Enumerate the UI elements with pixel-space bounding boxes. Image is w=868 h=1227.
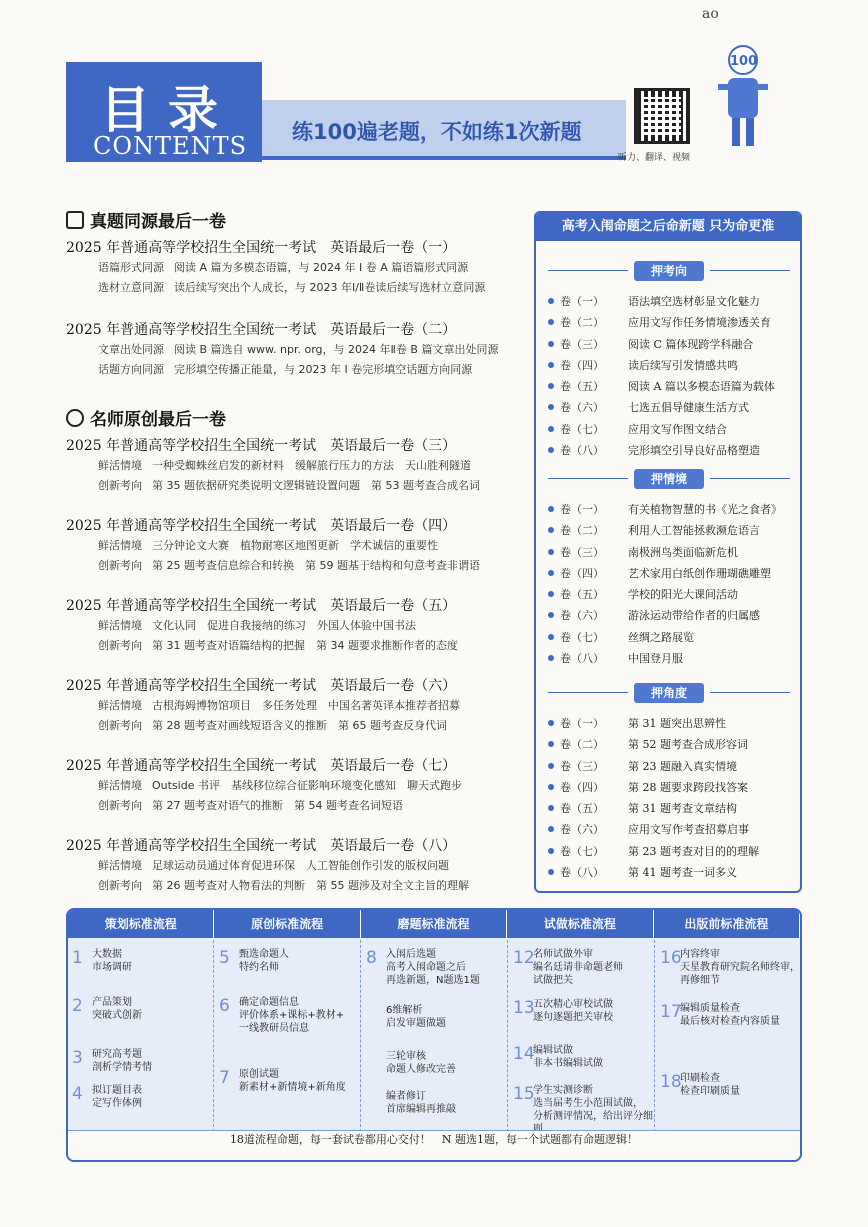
bullet-icon: [548, 570, 554, 576]
exam-title[interactable]: 2025 年普通高等学校招生全国统一考试 英语最后一卷（五）: [66, 598, 457, 614]
paper-number: 卷（七）: [560, 630, 604, 644]
prediction-text: 第 23 题考查对目的的理解: [628, 844, 759, 858]
bullet-icon: [548, 826, 554, 832]
bullet-icon: [548, 720, 554, 726]
exam-line-text: 文化认同 促进自我接纳的练习 外国人体验中国书法: [152, 619, 416, 632]
exam-line-text: 第 28 题考查对画线短语含义的推断 第 65 题考查反身代词: [152, 719, 447, 732]
prediction-item[interactable]: [548, 648, 790, 669]
exam-line-text: 三分钟论文大赛 植物耐寒区地图更新 学术诚信的重要性: [152, 539, 438, 552]
paper-number: 卷（六）: [560, 401, 604, 415]
paper-number: 卷（八）: [560, 866, 604, 880]
exam-line-text: 第 26 题考查对人物看法的判断 第 55 题涉及对全文主旨的理解: [152, 879, 469, 892]
flow-step: 8 入闱后选题 高考入闱命题之后 再选新题，N题选1题: [366, 948, 480, 986]
group-label: 押情境: [634, 469, 704, 489]
bullet-icon: [548, 784, 554, 790]
exam-title[interactable]: 2025 年普通高等学校招生全国统一考试 英语最后一卷（六）: [66, 678, 457, 694]
flow-column-header: 磨题标准流程: [361, 910, 507, 938]
exam-line-text: 一种受蜘蛛丝启发的新材料 缓解旅行压力的方法 天山胜利隧道: [152, 459, 471, 472]
prediction-item[interactable]: [548, 355, 790, 376]
prediction-text: 语法填空选材彰显文化魅力: [628, 295, 760, 308]
prediction-text: 有关植物智慧的书《光之食者》: [628, 503, 782, 516]
qr-code-icon[interactable]: [634, 88, 690, 144]
prediction-item[interactable]: [548, 440, 790, 461]
prediction-item[interactable]: [548, 291, 790, 312]
flow-column: [68, 940, 214, 1132]
exam-line-label: 创新考向: [98, 879, 142, 892]
exam-line-text: 古根海姆博物馆项目 多任务处理 中国名著英译本推荐者招募: [152, 699, 460, 712]
prediction-text: 七选五倡导健康生活方式: [628, 401, 749, 415]
paper-number: 卷（八）: [560, 444, 604, 458]
bullet-icon: [548, 741, 554, 747]
bullet-icon: [548, 447, 554, 453]
flow-step: 4 拟订题目表 定写作体例: [72, 1084, 142, 1109]
flow-step: 1 大数据 市场调研: [72, 948, 132, 973]
flow-column: [656, 940, 802, 1132]
bullet-icon: [548, 612, 554, 618]
svg-text:100: 100: [730, 54, 758, 69]
prediction-text: 利用人工智能拯救濒危语言: [628, 524, 760, 538]
section-title: 真题同源最后一卷: [90, 212, 226, 232]
flow-step: 2 产品策划 突破式创新: [72, 996, 142, 1021]
slogan-text: 练100遍老题，不如练1次新题: [292, 120, 582, 144]
paper-number: 卷（五）: [560, 588, 604, 602]
exam-line-label: 鲜活情境: [98, 619, 142, 632]
bullet-icon: [548, 848, 554, 854]
prediction-text: 南极洲鸟类面临新危机: [628, 545, 738, 559]
exam-line-label: 创新考向: [98, 639, 142, 652]
exam-line-label: 鲜活情境: [98, 459, 142, 472]
prediction-item[interactable]: [548, 756, 790, 777]
prediction-item[interactable]: [548, 419, 790, 440]
paper-number: 卷（一）: [560, 503, 604, 516]
flow-step: 13 五次精心审校试做 逐句逐题把关审校: [513, 998, 613, 1023]
bullet-icon: [548, 341, 554, 347]
flow-step: 17 编辑质量检查 最后核对检查内容质量: [660, 1002, 780, 1027]
prediction-text: 第 41 题考查一词多义: [628, 866, 737, 880]
flow-step: 编者修订 首席编辑再推敲: [386, 1091, 456, 1115]
paper-number: 卷（六）: [560, 609, 604, 623]
prediction-item[interactable]: [548, 376, 790, 397]
exam-entry-3[interactable]: [66, 436, 526, 496]
prediction-text: 完形填空引导良好品格塑造: [628, 444, 760, 458]
prediction-item[interactable]: [548, 584, 790, 605]
bullet-icon: [548, 404, 554, 410]
exam-line-label: 鲜活情境: [98, 539, 142, 552]
paper-number: 卷（四）: [560, 566, 604, 580]
prediction-item[interactable]: [548, 334, 790, 355]
paper-number: 卷（八）: [560, 652, 604, 666]
bullet-icon: [548, 634, 554, 640]
prediction-item[interactable]: [548, 819, 790, 840]
flow-column-header: 原创标准流程: [214, 910, 360, 938]
prediction-item[interactable]: [548, 627, 790, 648]
bullet-icon: [548, 869, 554, 875]
flow-step: 12 名师试做外审 编名廷请非命题老师 试做把关: [513, 948, 623, 986]
prediction-text: 学校的阳光大课间活动: [628, 588, 738, 602]
bullet-icon: [548, 763, 554, 769]
exam-line-text: 第 31 题考查对语篇结构的把握 第 34 题要求推断作者的态度: [152, 639, 458, 652]
paper-number: 卷（三）: [560, 545, 604, 559]
exam-line-label: 创新考向: [98, 559, 142, 572]
exam-entry-5[interactable]: [66, 596, 526, 656]
section-heading: [66, 405, 226, 430]
exam-line-label: 语篇形式同源: [98, 261, 164, 274]
prediction-text: 游泳运动带给作者的归属感: [628, 609, 760, 623]
bullet-icon: [548, 655, 554, 661]
teacher-icon: [66, 409, 84, 427]
prediction-item[interactable]: [548, 777, 790, 798]
qr-caption: 听力、翻译、视频: [618, 153, 691, 163]
prediction-text: 应用文写作图文结合: [628, 422, 727, 436]
paper-number: 卷（三）: [560, 337, 604, 351]
exam-title[interactable]: 2025 年普通高等学校招生全国统一考试 英语最后一卷（三）: [66, 438, 457, 454]
exam-entry-1[interactable]: [66, 238, 526, 298]
prediction-text: 中国登月服: [628, 652, 683, 666]
exam-line-label: 话题方向同源: [98, 363, 164, 376]
prediction-group: [548, 469, 790, 669]
prediction-item[interactable]: [548, 862, 790, 883]
exam-line-text: Outside 书评 基线移位综合征影响环境变化感知 聊天式跑步: [152, 779, 462, 792]
prediction-text: 应用文写作考查招募启事: [628, 823, 749, 837]
prediction-item[interactable]: [548, 312, 790, 333]
exam-line-text: 阅读 A 篇为多模态语篇，与 2024 年 Ⅰ 卷 A 篇语篇形式同源: [174, 261, 469, 274]
flow-column-header: 出版前标准流程: [654, 910, 800, 938]
exam-line-text: 第 35 题依据研究类说明文逻辑链设置问题 第 53 题考查合成名词: [152, 479, 480, 492]
exam-line-label: 创新考向: [98, 479, 142, 492]
paper-number: 卷（五）: [560, 802, 604, 816]
exam-title[interactable]: 2025 年普通高等学校招生全国统一考试 英语最后一卷（八）: [66, 838, 457, 854]
exam-entry-7[interactable]: [66, 756, 526, 816]
flow-step: 14 编辑试做 非本书编辑试做: [513, 1044, 603, 1069]
paper-number: 卷（二）: [560, 316, 604, 330]
bullet-icon: [548, 383, 554, 389]
bullet-icon: [548, 362, 554, 368]
document-icon: [66, 211, 84, 229]
flow-step: 三轮审核 命题人修改完善: [386, 1051, 456, 1075]
exam-line-label: 鲜活情境: [98, 859, 142, 872]
prediction-text: 第 31 题考查文章结构: [628, 802, 737, 816]
bullet-icon: [548, 805, 554, 811]
paper-number: 卷（六）: [560, 823, 604, 837]
prediction-group: [548, 683, 790, 883]
prediction-item[interactable]: [548, 397, 790, 418]
bullet-icon: [548, 549, 554, 555]
prediction-text: 丝绸之路展览: [628, 630, 694, 644]
paper-number: 卷（四）: [560, 780, 604, 794]
bullet-icon: [548, 506, 554, 512]
exam-line-text: 第 25 题考查信息综合和转换 第 59 题基于结构和句意考查非谓语: [152, 559, 480, 572]
page-title-en: CONTENTS: [93, 132, 248, 160]
exam-line-label: 创新考向: [98, 799, 142, 812]
prediction-text: 第 31 题突出思辨性: [628, 717, 726, 730]
exam-line-label: 文章出处同源: [98, 343, 164, 356]
prediction-item[interactable]: [548, 798, 790, 819]
paper-number: 卷（四）: [560, 358, 604, 372]
bullet-icon: [548, 298, 554, 304]
group-label: 押考向: [634, 261, 704, 281]
paper-number: 卷（二）: [560, 738, 604, 752]
flow-step: 3 研究高考题 剖析学情考情: [72, 1048, 152, 1073]
bullet-icon: [548, 426, 554, 432]
bullet-icon: [548, 527, 554, 533]
prediction-text: 阅读 C 篇体现跨学科融合: [628, 337, 754, 351]
exam-line-label: 鲜活情境: [98, 699, 142, 712]
group-label: 押角度: [634, 683, 704, 703]
mascot-100-icon: [714, 44, 772, 154]
prediction-text: 艺术家用白纸创作珊瑚礁雕塑: [628, 566, 771, 580]
prediction-item[interactable]: [548, 499, 790, 520]
flow-column-header: 试做标准流程: [507, 910, 653, 938]
exam-entry-6[interactable]: [66, 676, 526, 736]
section-title: 名师原创最后一卷: [90, 410, 226, 430]
prediction-item[interactable]: [548, 605, 790, 626]
exam-line-text: 足球运动员通过体育促进环保 人工智能创作引发的版权问题: [152, 859, 449, 872]
prediction-text: 第 52 题考查合成形容词: [628, 738, 748, 752]
exam-line-label: 创新考向: [98, 719, 142, 732]
prediction-item[interactable]: [548, 713, 790, 734]
prediction-text: 读后续写引发情感共鸣: [628, 358, 738, 372]
prediction-item[interactable]: [548, 563, 790, 584]
flow-column: [215, 940, 361, 1132]
exam-line-label: 鲜活情境: [98, 779, 142, 792]
exam-title[interactable]: 2025 年普通高等学校招生全国统一考试 英语最后一卷（二）: [66, 322, 457, 338]
prediction-panel: [534, 211, 802, 893]
prediction-group: [548, 261, 790, 461]
flow-step: 5 甄选命题人 特约名师: [219, 948, 289, 973]
exam-entry-4[interactable]: [66, 516, 526, 576]
page-title: 目录: [100, 81, 236, 139]
exam-line-text: 读后续写突出个人成长，与 2023 年Ⅰ/Ⅱ卷读后续写选材立意同源: [174, 281, 486, 294]
flow-footer: 18道流程命题，每一套试卷都用心交付！ N 题选1题，每一个试题都有命题逻辑！: [68, 1130, 800, 1160]
paper-number: 卷（七）: [560, 422, 604, 436]
bullet-icon: [548, 591, 554, 597]
prediction-text: 阅读 A 篇以多模态语篇为载体: [628, 380, 775, 394]
exam-title[interactable]: 2025 年普通高等学校招生全国统一考试 英语最后一卷（一）: [66, 240, 457, 256]
flow-step: 6维解析 启发审题做题: [386, 1005, 446, 1029]
paper-number: 卷（一）: [560, 717, 604, 730]
flow-header-row: [68, 910, 800, 938]
process-flow-table: [66, 908, 802, 1162]
title-box: [66, 62, 262, 162]
paper-number: 卷（三）: [560, 759, 604, 773]
prediction-text: 第 23 题融入真实情境: [628, 759, 737, 773]
prediction-text: 第 28 题要求跨段找答案: [628, 780, 748, 794]
exam-entry-2[interactable]: [66, 320, 526, 380]
prediction-item[interactable]: [548, 520, 790, 541]
exam-title[interactable]: 2025 年普通高等学校招生全国统一考试 英语最后一卷（四）: [66, 518, 457, 534]
paper-number: 卷（五）: [560, 380, 604, 394]
exam-line-text: 阅读 B 篇选自 www. npr. org，与 2024 年Ⅱ卷 B 篇文章出处同源: [174, 343, 499, 356]
bullet-icon: [548, 319, 554, 325]
exam-entry-8[interactable]: [66, 836, 526, 896]
prediction-item[interactable]: [548, 841, 790, 862]
flow-step: 18 印刷检查 检查印刷质量: [660, 1072, 740, 1097]
paper-number: 卷（一）: [560, 295, 604, 308]
flow-step: 7 原创试题 新素材+新情境+新角度: [219, 1068, 346, 1093]
section-heading: [66, 207, 226, 232]
paper-number: 卷（七）: [560, 844, 604, 858]
prediction-text: 应用文写作任务情境渗透关育: [628, 316, 771, 330]
prediction-item[interactable]: [548, 542, 790, 563]
flow-column-header: 策划标准流程: [68, 910, 214, 938]
corner-mark: ao: [702, 6, 719, 22]
slogan-banner: [262, 100, 626, 160]
flow-step: 15 学生实测诊断 选当届考生小范围试做， 分析测评情况，给出评分细: [513, 1084, 653, 1122]
flow-column: [362, 940, 508, 1132]
header: [66, 44, 766, 162]
flow-step: 16 内容终审 天星教育研究院名师终审， 再修细节: [660, 948, 800, 986]
exam-line-label: 选材立意同源: [98, 281, 164, 294]
exam-line-text: 完形填空传播正能量，与 2023 年 Ⅰ 卷完形填空话题方向同源: [174, 363, 473, 376]
prediction-item[interactable]: [548, 734, 790, 755]
panel-header: 高考入闱命题之后命新题 只为命更准: [536, 213, 800, 241]
exam-title[interactable]: 2025 年普通高等学校招生全国统一考试 英语最后一卷（七）: [66, 758, 457, 774]
paper-number: 卷（二）: [560, 524, 604, 538]
flow-column: [509, 940, 655, 1132]
exam-line-text: 第 27 题考查对语气的推断 第 54 题考查名词短语: [152, 799, 403, 812]
flow-step: 6 确定命题信息 评价体系+课标+教材+ 一线教研员信息: [219, 996, 345, 1034]
